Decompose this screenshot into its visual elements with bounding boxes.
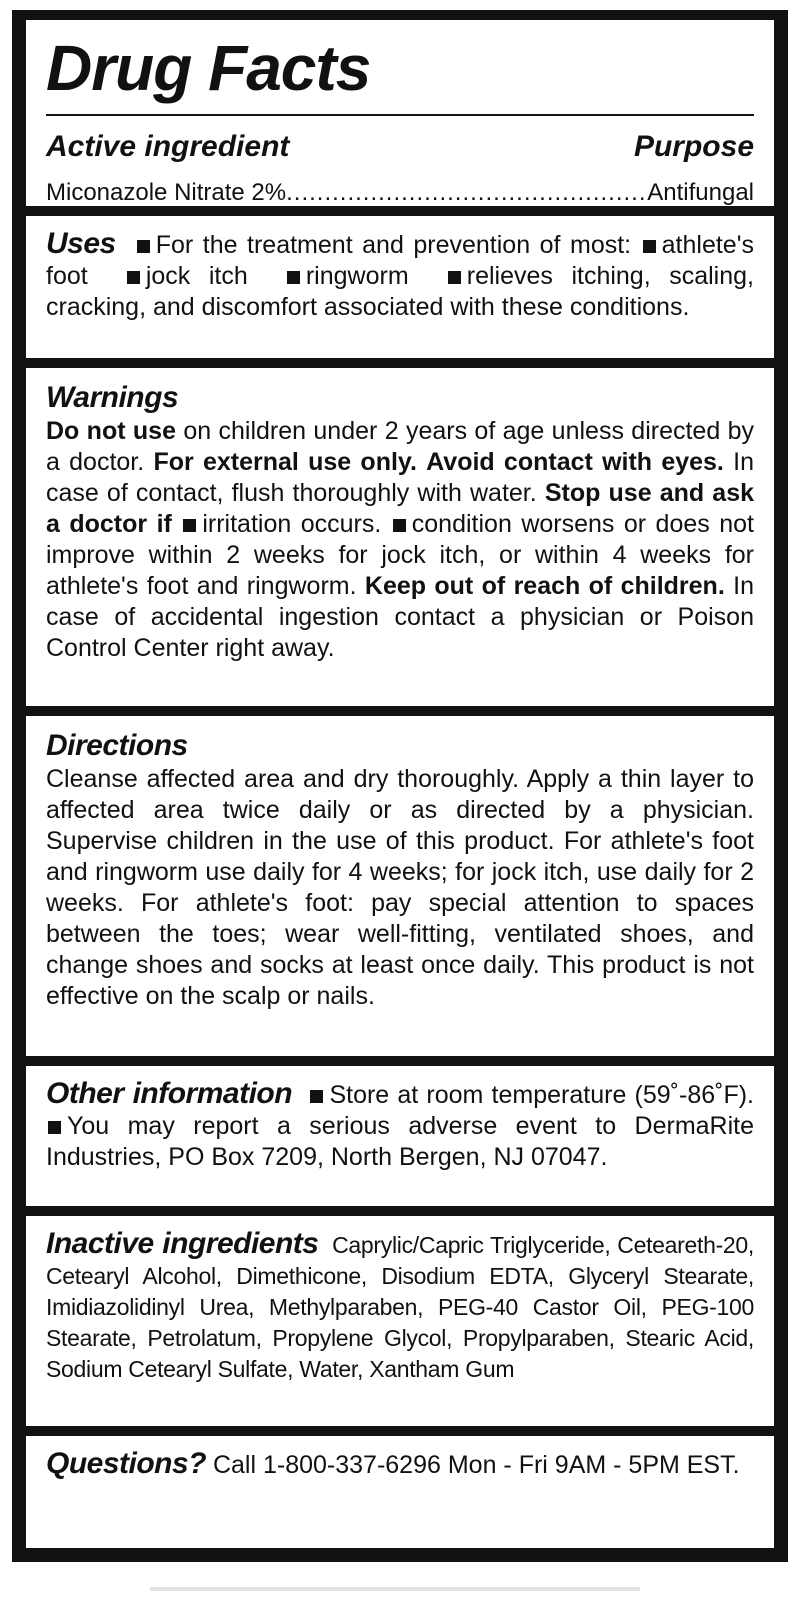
keep-out-label: Keep out of reach of children. bbox=[364, 572, 725, 600]
header-section bbox=[26, 20, 774, 206]
stop-item: condition worsens or does not improve within 2 weeks for jock itch, or within 4 weeks for athlete's foot and ringworm. bbox=[46, 510, 754, 600]
active-ingredient-header bbox=[46, 130, 754, 164]
external-use-label: For external use only. bbox=[153, 448, 417, 476]
uses-section bbox=[26, 216, 774, 358]
keep-out-text: In case of accidental ingestion contact a physician or Poison Control Center right away. bbox=[46, 572, 754, 662]
questions-heading: Questions? bbox=[46, 1447, 207, 1480]
uses-heading: Uses bbox=[46, 227, 116, 260]
warnings-heading: Warnings bbox=[46, 381, 179, 414]
inactive-text bbox=[46, 1228, 754, 1385]
page-title: Drug Facts bbox=[46, 32, 371, 104]
do-not-use-text: on children under 2 years of age unless directed by a doctor. bbox=[46, 417, 754, 476]
uses-text bbox=[46, 228, 754, 323]
uses-item: relieves itching, scaling, cracking, and discomfort associated with these conditions. bbox=[46, 262, 754, 321]
contact-text: In case of contact, flush thoroughly with water. bbox=[46, 448, 754, 507]
ingredient-purpose: Antifungal bbox=[647, 179, 754, 206]
avoid-contact-label: Avoid contact with eyes. bbox=[426, 448, 724, 476]
directions-heading: Directions bbox=[46, 729, 188, 762]
bullet-icon bbox=[310, 1090, 323, 1103]
active-ingredient-row bbox=[46, 178, 754, 206]
stop-use-label: Stop use and ask a doctor if bbox=[46, 479, 755, 538]
bullet-icon bbox=[393, 519, 406, 532]
bullet-icon bbox=[448, 271, 461, 284]
bullet-icon bbox=[137, 240, 150, 253]
questions-text bbox=[46, 1448, 754, 1481]
bullet-icon bbox=[287, 271, 300, 284]
directions-section bbox=[26, 716, 774, 1056]
purpose-heading: Purpose bbox=[633, 130, 754, 163]
bullet-icon bbox=[183, 519, 196, 532]
inactive-section bbox=[26, 1216, 774, 1426]
other-info-text bbox=[46, 1078, 754, 1173]
do-not-use-label: Do not use bbox=[46, 417, 176, 445]
warnings-section bbox=[26, 368, 774, 706]
questions-contact: Call 1-800-337-6296 Mon - Fri 9AM - 5PM EST. bbox=[212, 1451, 740, 1479]
other-info-heading: Other information bbox=[46, 1077, 293, 1110]
other-info-section bbox=[26, 1066, 774, 1206]
other-item: Store at room temperature (59˚-86˚F). bbox=[329, 1081, 754, 1109]
bullet-icon bbox=[48, 1121, 61, 1134]
other-item: You may report a serious adverse event to DermaRite Industries, PO Box 7209, North Bergen, NJ 07047. bbox=[46, 1112, 754, 1171]
drug-facts-panel bbox=[12, 10, 788, 1562]
ingredient-name: Miconazole Nitrate 2% bbox=[46, 179, 287, 206]
active-ingredient-heading: Active ingredient bbox=[46, 130, 290, 163]
directions-text: Cleanse affected area and dry thoroughly. Apply a thin layer to affected area twice daily or as directed by a physician. Supervise children in the use of this product. For athlete's foot and ringworm use daily for 4 weeks; for jock itch, use daily for 2 weeks. For athlete's foot: pay special attention to spaces between the toes; wear well-fitting, ventilated shoes, and change shoes and socks at least once daily. This product is not effective on the scalp or nails. bbox=[46, 765, 754, 1010]
questions-section bbox=[26, 1436, 774, 1548]
leader-dots bbox=[286, 178, 647, 206]
inactive-heading: Inactive ingredients bbox=[46, 1227, 319, 1260]
uses-item: For the treatment and prevention of most: bbox=[155, 231, 632, 259]
bottom-edge-line bbox=[150, 1587, 640, 1591]
inactive-list: Caprylic/Capric Triglyceride, Ceteareth-20, Cetearyl Alcohol, Dimethicone, Disodium EDTA, Glyceryl Stearate, Imidiazolidinyl Urea, Methylparaben, PEG-40 Castor Oil, PEG-100 Stearate, Petrolatum, Propylene Glycol, Propylparaben, Stearic Acid, Sodium Cetearyl Sulfate, Water, Xantham Gum bbox=[46, 1232, 755, 1382]
bullet-icon bbox=[643, 240, 656, 253]
warnings-text bbox=[46, 416, 754, 664]
bullet-icon bbox=[127, 271, 140, 284]
stop-item: irritation occurs. bbox=[202, 510, 382, 538]
uses-item: ringworm bbox=[305, 262, 409, 290]
title-divider bbox=[46, 114, 754, 116]
uses-item: athlete's foot bbox=[46, 231, 754, 290]
uses-item: jock itch bbox=[145, 262, 248, 290]
